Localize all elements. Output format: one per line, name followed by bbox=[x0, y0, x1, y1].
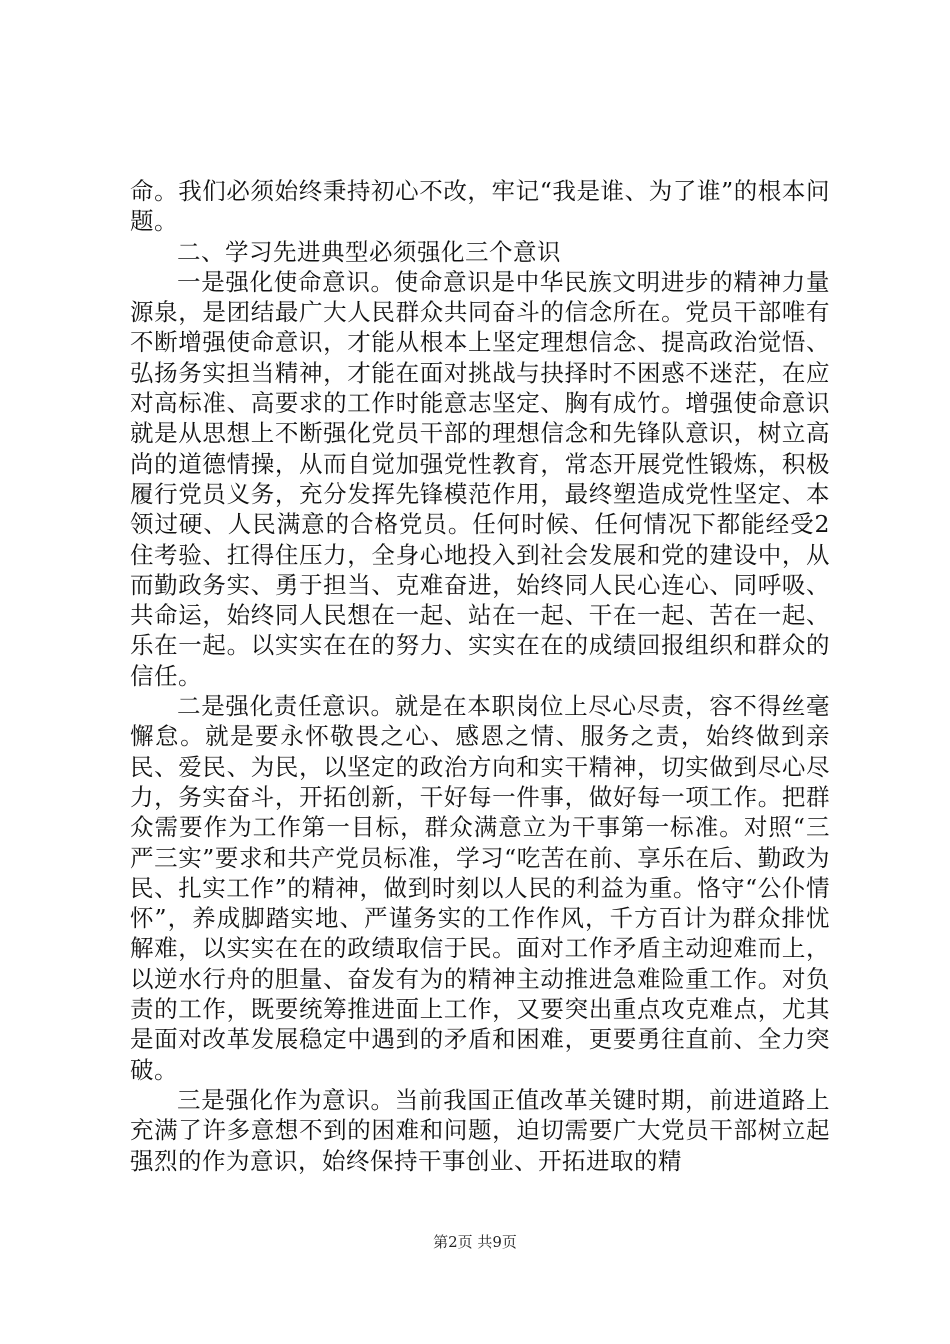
section-heading: 二、学习先进典型必须强化三个意识 bbox=[177, 237, 561, 266]
paragraph-responsibility-awareness: 二是强化责任意识。就是在本职岗位上尽心尽责，容不得丝毫懈怠。就是要永怀敬畏之心、感恩之情、服务之责，始终做到亲民、爱民、为民，以坚定的政治方向和实干精神，切实做到尽心尽力，务实奋斗，开拓创新，干好每一件事，做好每一项工作。把群众需要作为工作第一目标，群众满意立为干事第一标准。对照“三严三实”要求和共产党员标准，学习“吃苦在前、享乐在后、勤政为民、扎实工作”的精神，做到时刻以人民的利益为重。恪守“公仆情怀”，养成脚踏实地、严谨务实的工作作风，千方百计为群众排忧解难，以实实在在的政绩取信于民。面对工作矛盾主动迎难而上，以逆水行舟的胆量、奋发有为的精神主动推进急难险重工作。对负责的工作，既要统筹推进面上工作，又要突出重点攻克难点，尤其是面对改革发展稳定中遇到的矛盾和困难，更要勇往直前、全力突破。 bbox=[130, 692, 830, 1084]
paragraph-continuation: 命。我们必须始终秉持初心不改，牢记“我是谁、为了谁”的根本问题。 bbox=[130, 177, 830, 236]
page-footer: 第2页 共9页 bbox=[433, 1233, 517, 1251]
paragraph-action-awareness: 三是强化作为意识。当前我国正值改革关键时期，前进道路上充满了许多意想不到的困难和问题，迫切需要广大党员干部树立起强烈的作为意识，始终保持干事创业、开拓进取的精 bbox=[130, 1085, 830, 1175]
document-body bbox=[130, 176, 830, 1176]
paragraph-mission-awareness: 一是强化使命意识。使命意识是中华民族文明进步的精神力量源泉，是团结最广大人民群众共同奋斗的信念所在。党员干部唯有不断增强使命意识，才能从根本上坚定理想信念、提高政治觉悟、弘扬务实担当精神，才能在面对挑战与抉择时不困惑不迷茫，在应对高标准、高要求的工作时能意志坚定、胸有成竹。增强使命意识就是从思想上不断强化党员干部的理想信念和先锋队意识，树立高尚的道德情操，从而自觉加强党性教育，常态开展党性锻炼，积极履行党员义务，充分发挥先锋模范作用，最终塑造成党性坚定、本领过硬、人民满意的合格党员。任何时候、任何情况下都能经受2住考验、扛得住压力，全身心地投入到社会发展和党的建设中，从而勤政务实、勇于担当、克难奋进，始终同人民心连心、同呼吸、共命运，始终同人民想在一起、站在一起、干在一起、苦在一起、乐在一起。以实实在在的努力、实实在在的成绩回报组织和群众的信任。 bbox=[130, 267, 830, 690]
